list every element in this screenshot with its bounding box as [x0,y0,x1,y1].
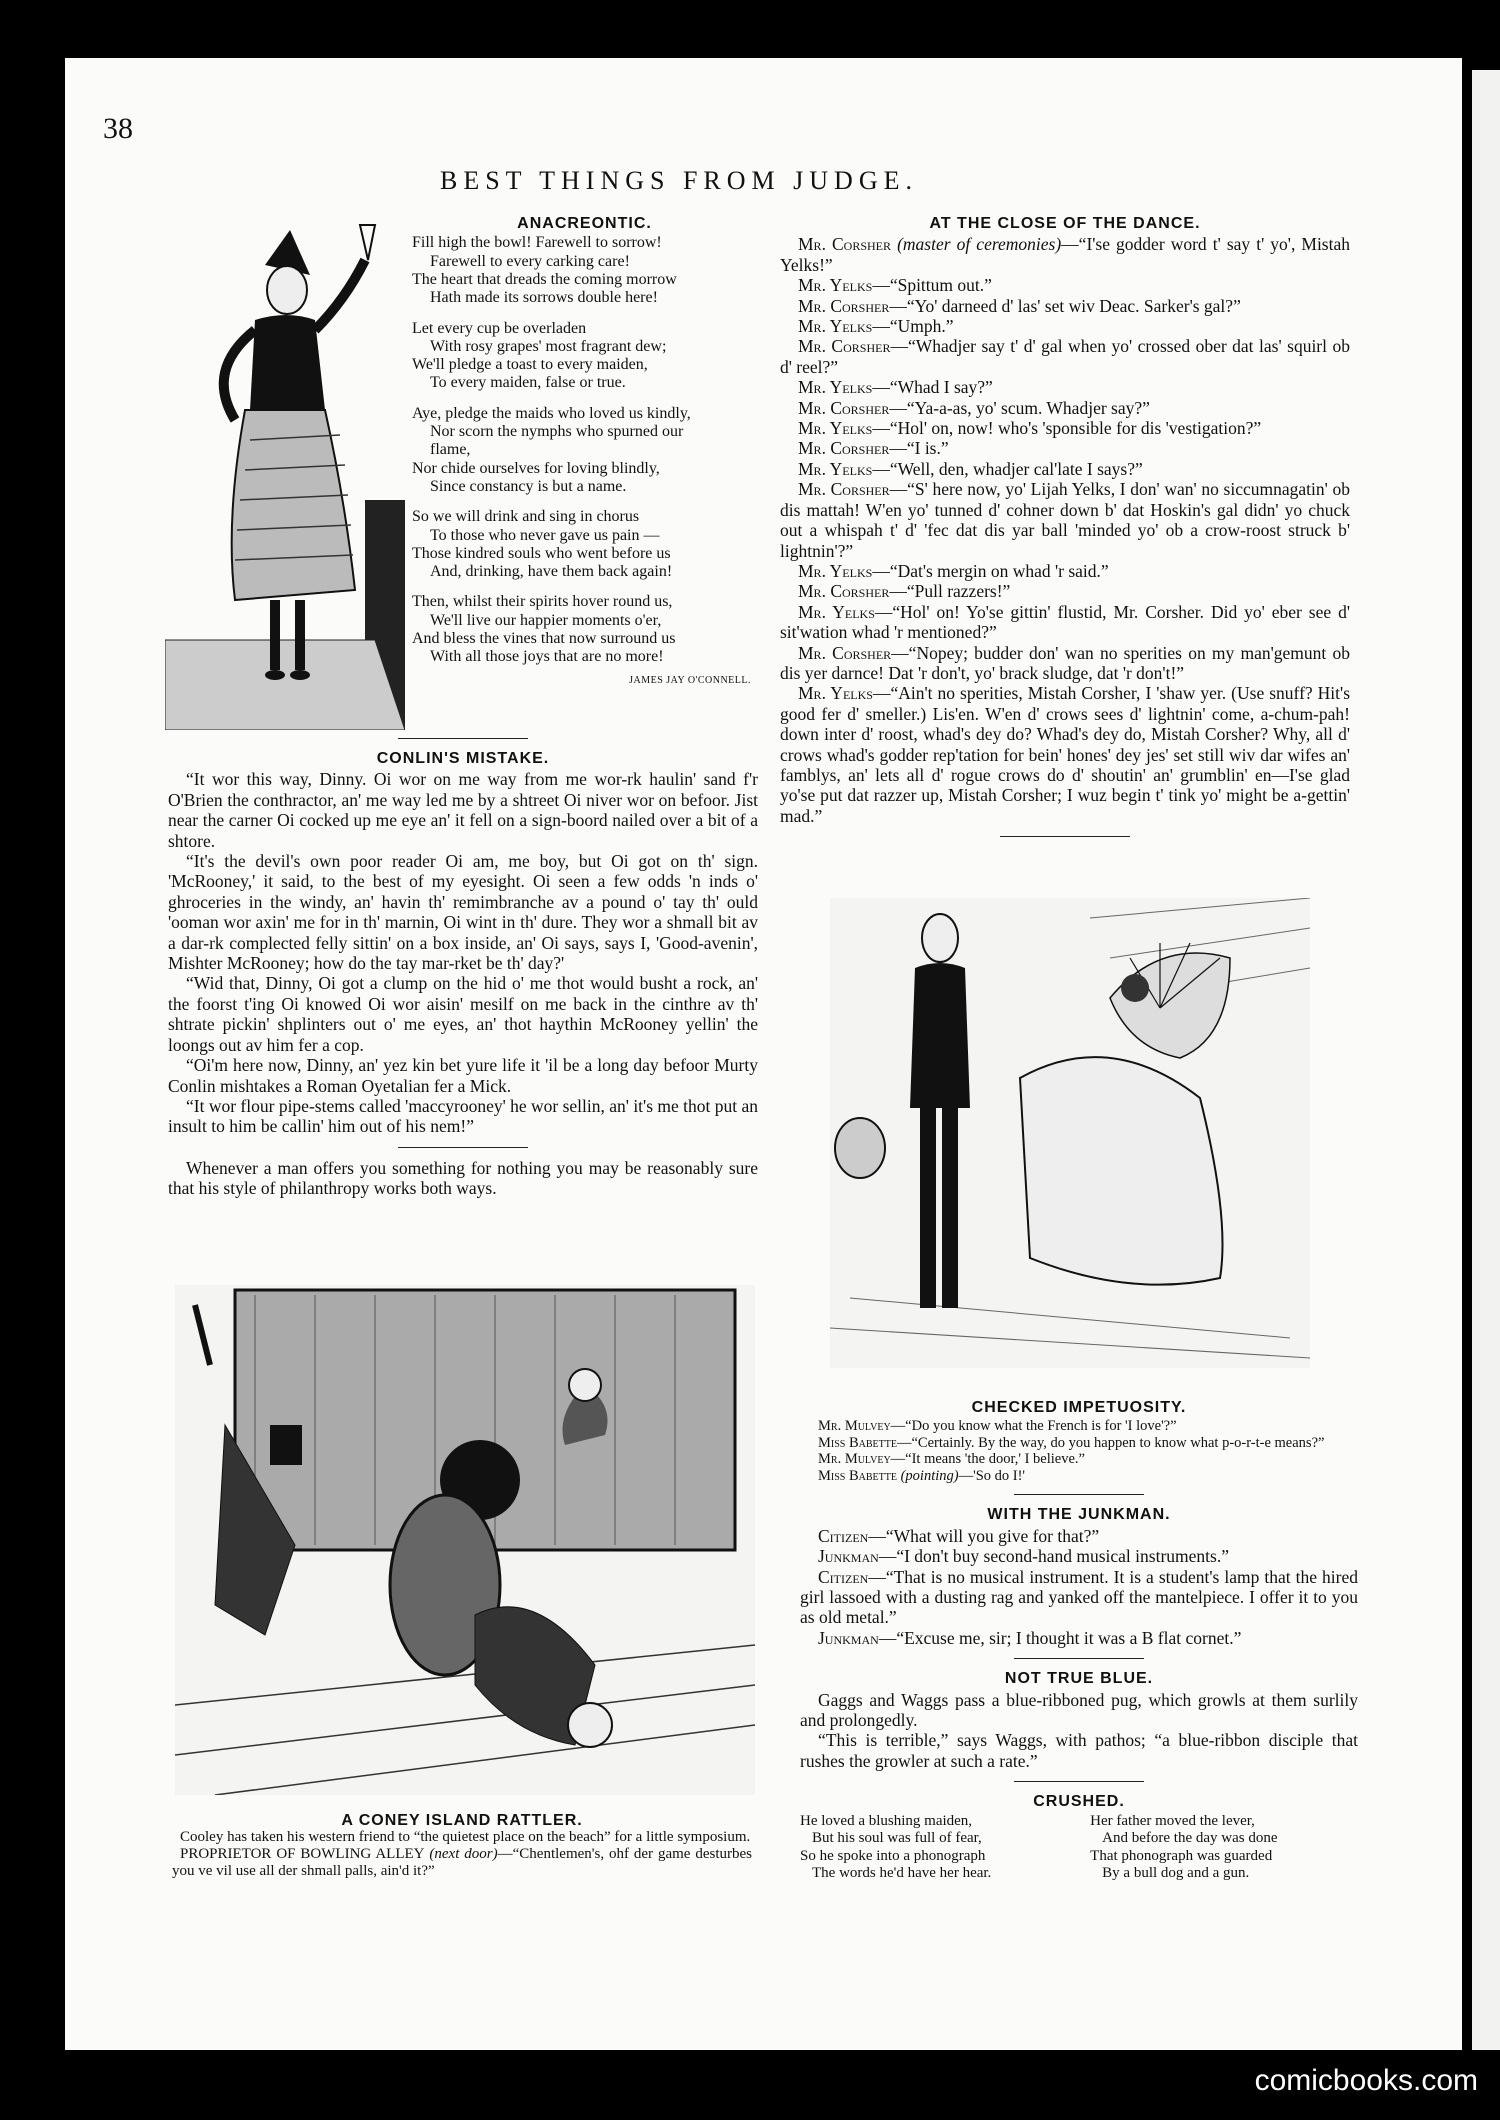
speaker-label: Mr. Yelks [798,560,873,581]
dialogue-text: —“Nopey; budder don' wan no sperities on my man'gemunt ob dis yer darnce! Dat 'r don't, yo' brack sludge, dat 'r don't!” [780,642,1350,683]
poem-line: And before the day was done [1102,1830,1278,1847]
poem-line: To every maiden, false or true. [430,374,626,392]
dialogue-line [800,1435,1358,1452]
caption-title: A CONEY ISLAND RATTLER. [341,1812,583,1829]
dialogue-line [780,398,1350,418]
poem-line: We'll live our happier moments o'er, [430,611,662,629]
speaker-label: Mr. Yelks [798,275,873,296]
speaker-label: Mr. Mulvey [818,1418,891,1435]
poem-line: With rosy grapes' most fragrant dew; [430,337,667,355]
speaker-label: Citizen [818,1566,869,1587]
dialogue-text: —“I don't buy second-hand musical instruments.” [878,1546,1229,1567]
speaker-aside: (next door) [429,1846,498,1862]
article-paragraph: “It wor flour pipe-stems called 'maccyrooney' he wor sellin, an' it's me thot put an insult to him be callin' him out of his nem!” [168,1095,758,1137]
poem-line: He loved a blushing maiden, [800,1812,973,1829]
speaker-label: Junkman [818,1546,879,1567]
watermark: comicbooks.com [1254,2064,1478,2097]
article-paragraph: “It wor this way, Dinny. Oi wor on me way from me wor-rk haulin' sand f'r O'Brien the conthractor, an' me way led me by a shtreet Oi niver wor on befoor. Jist near the carner Oi cocked up me eye an' it fell on a sign-boord nailed over a bit of a shtore. [168,769,758,851]
dialogue-text: —“Yo' darneed d' las' set wiv Deac. Sarker's gal?” [889,295,1241,316]
speaker-label: Mr. Corsher [798,581,890,602]
poem-line: So he spoke into a phonograph [800,1847,986,1864]
article-paragraph: “Wid that, Dinny, Oi got a clump on the hid o' me thot would busht a rock, an' the foorst t'ing Oi knowed Oi wor aisin' mesilf on me back in the cinthre av th' shtrate pickin' shplinters out o' me eyes, an' thot haythin McRooney yellin' the loongs out av him fer a cop. [168,973,758,1055]
dialogue-text: —“That is no musical instrument. It is a student's lamp that the hired girl lassoed with a dusting rag and yanked off the mantelpiece. I offer it to you as old metal.” [800,1566,1358,1628]
speaker-label: Mr. Yelks [798,418,873,439]
dialogue-text: —“Well, den, whadjer cal'late I says?” [872,458,1143,479]
dialogue-line [800,1468,1358,1485]
conlins-mistake-article [168,738,758,1199]
speaker-label: Mr. Corsher [798,397,890,418]
speaker-label: Mr. Yelks [798,683,873,704]
dialogue-line [780,459,1350,479]
speaker-aside: (master of ceremonies) [897,234,1062,255]
dialogue-text: —“Spittum out.” [872,275,992,296]
speaker-aside: (pointing) [900,1467,959,1484]
poem-stanza [412,234,757,307]
dialogue-line [780,561,1350,581]
poem-line: Since constancy is but a name. [430,477,627,495]
section-divider [1014,1658,1144,1659]
poem-line: Then, whilst their spirits hover round us, [412,593,673,611]
speaker-label: Mr. Corsher [798,234,892,255]
speaker-label: Miss Babette [818,1434,897,1451]
dialogue-line [780,438,1350,458]
right-lower-column [800,1398,1358,1883]
dialogue-text: —“Pull razzers!” [889,581,1011,602]
coney-island-caption [172,1812,752,1880]
running-title: BEST THINGS FROM JUDGE. [440,166,918,195]
dialogue-text: —“I'se godder word t' say t' yo', Mistah Yelks!” [780,234,1350,275]
book-spine [1462,58,1472,2050]
speaker-label: Mr. Corsher [798,479,890,500]
speaker-label: Mr. Yelks [798,377,873,398]
poem-line: Let every cup be overladen [412,319,587,337]
dialogue-list [780,234,1350,826]
bowling-alley-illustration [175,1285,755,1795]
poem-line: The heart that dreads the coming morrow [412,271,677,288]
speaker-label: Mr. Corsher [798,642,892,663]
speaker-label: Citizen [818,1525,869,1546]
close-of-dance-article [780,214,1350,847]
speaker-label: Mr. Yelks [798,458,873,479]
speaker-label: Mr. Yelks [798,316,873,337]
dialogue-text: —“Umph.” [872,316,954,337]
speaker-label: Junkman [818,1627,879,1648]
dialogue-text: —“I is.” [889,438,949,459]
section-divider [1014,1781,1144,1782]
dialogue-line [780,418,1350,438]
page-number: 38 [103,112,133,145]
poem-line: The words he'd have her hear. [812,1865,992,1882]
speaker-label: Miss Babette [818,1467,897,1484]
caption-dialogue [172,1846,752,1880]
checked-title: CHECKED IMPETUOSITY. [971,1399,1187,1416]
poem-line: Hath made its sorrows double here! [430,289,658,307]
dialogue-line [800,1418,1358,1435]
dialogue-text: —“Hol' on! Yo'se gittin' flustid, Mr. Corsher. Did yo' eber see d' sit'wation whad 'r mentioned?” [780,601,1350,643]
dialogue-line [780,683,1350,826]
dialogue-text: —“It means 'the door,' I believe.” [890,1451,1085,1468]
article-title: AT THE CLOSE OF THE DANCE. [929,215,1201,232]
speaker-label: Mr. Mulvey [818,1451,891,1468]
section-divider [398,1147,528,1148]
section-divider [1014,1494,1144,1495]
dialogue-text: —“Excuse me, sir; I thought it was a B flat cornet.” [878,1627,1242,1648]
dialogue-text: —“Certainly. By the way, do you happen to know what p-o-r-t-e means?” [896,1434,1325,1451]
poem-line: To those who never gave us pain — [430,526,660,544]
poem-stanza [412,405,757,496]
crushed-title: CRUSHED. [1033,1793,1125,1811]
dialogue-line [780,479,1350,561]
dialogue-text: —“Hol' on, now! who's 'sponsible for dis 'vestigation?” [872,418,1262,439]
dialogue-text: —“What will you give for that?” [868,1525,1100,1546]
dancer-illustration [165,220,405,730]
poem-author: JAMES JAY O'CONNELL. [629,674,751,686]
speaker-label: Mr. Corsher [798,438,890,459]
article-paragraph: “Oi'm here now, Dinny, an' yez kin bet yure life it 'il be a long day befoor Murty Conlin mishtakes a Roman Oyetalian fer a Mick. [168,1055,758,1096]
poem-stanza [800,1813,1068,1883]
dialogue-text: —“Whad I say?” [872,377,993,398]
dialogue-line [780,275,1350,295]
article-paragraph: “It's the devil's own poor reader Oi am, me boy, but Oi got on th' sign. 'McRooney,' it said, to the best of my eyesight. Oi seen a few odds 'n inds o' ghroceries in the windy, an' havin th' remimbranche av a pound o' tay th' ould 'ooman wor axin' me for in th' marnin, Oi wint in th' dure. They wor a shmall bit av a dar-rk complected felly sittin' on a box inside, an' Oi says, says I, 'Good-avenin', Mishter McRooney; how do the tay mar-rket be th' day?' [168,851,758,974]
poem-stanza [412,508,757,581]
dialogue-line [800,1546,1358,1566]
dialogue-text: —“Chentlemen's, ohf der game desturbes you ve vil use all der shmall palls, ain'd it?” [172,1846,753,1879]
poem-line: flame, [430,441,471,459]
junkman-title: WITH THE JUNKMAN. [987,1506,1171,1524]
anacreontic-poem [412,214,757,691]
section-divider [1000,836,1130,837]
dialogue-text: —“Whadjer say t' d' gal when yo' crossed ober dat las' squirl ob d' reel?” [780,336,1350,377]
article-paragraph: Gaggs and Waggs pass a blue-ribboned pug, which growls at them surlily and prolongedly. [800,1689,1358,1731]
dialogue-line [780,581,1350,601]
dialogue-text: —'So do I!' [958,1467,1026,1484]
dialogue-line [780,316,1350,336]
section-divider [398,738,528,739]
drawing-room-illustration [830,898,1310,1368]
dialogue-text: —“Ain't no sperities, Mistah Corsher, I 'shaw yer. (Use snuff? Hit's good fer d' smeller.) Lis'en. W'en d' crows sees d' lightnin' come, a-chum-pah! down inter d' roost, whad's dey do? Whad's dey do, Mistah Corsher? Why, all d' crows whad's godder rep'tation for bein' hones' dey jes' set still wiv dar wifes an' famblys, an' lets all d' rogue crows do d' shoutin' an' grumblin' en—I'se glad yo'se put dat razzer up, Mistah Corsher; I wuz begin t' tink yo' might be a-gettin' mad.” [780,683,1350,826]
dialogue-text: —“Do you know what the French is for 'I love'?” [890,1418,1177,1435]
dialogue-line [780,296,1350,316]
poem-line: With all those joys that are no more! [430,648,664,666]
not-true-blue-title: NOT TRUE BLUE. [1004,1670,1154,1688]
dialogue-line [780,234,1350,275]
poem-line: That phonograph was guarded [1090,1847,1273,1864]
poem-stanza [1090,1813,1358,1883]
dialogue-line [800,1451,1358,1468]
poem-line: And, drinking, have them back again! [430,563,673,581]
article-paragraph: “This is terrible,” says Waggs, with pathos; “a blue-ribbon disciple that rushes the growler at such a rate.” [800,1730,1358,1771]
poem-line: And bless the vines that now surround us [412,630,676,648]
dialogue-list [800,1418,1358,1484]
poem-line: Nor scorn the nymphs who spurned our [430,423,684,441]
poem-line: Those kindred souls who went before us [412,544,671,562]
dialogue-line [780,336,1350,377]
poem-line: We'll pledge a toast to every maiden, [412,356,648,374]
poem-line: Nor chide ourselves for loving blindly, [412,459,660,477]
speaker-label: Mr. Corsher [798,295,890,316]
dialogue-list [800,1526,1358,1648]
poem-title: ANACREONTIC. [517,215,652,232]
poem-stanza [412,320,757,393]
poem-line: Her father moved the lever, [1090,1812,1255,1829]
poem-line: Farewell to every carking care! [430,252,630,270]
dialogue-line [800,1526,1358,1546]
poem-line: By a bull dog and a gun. [1102,1865,1250,1882]
poem-line: Aye, pledge the maids who loved us kindly, [412,404,691,422]
speaker-label: Mr. Corsher [798,336,891,357]
caption-text: Cooley has taken his western friend to “the quietest place on the beach” for a little symposium. [180,1829,751,1845]
facing-page-edge [1472,70,1500,2050]
dialogue-line [780,643,1350,684]
poem-stanza [412,593,757,666]
speaker-label: Mr. Yelks [798,601,875,622]
dialogue-line [780,377,1350,397]
dialogue-text: —“Dat's mergin on whad 'r said.” [872,560,1109,581]
poem-line: So we will drink and sing in chorus [412,508,640,526]
poem-line: But his soul was full of fear, [812,1830,982,1847]
filler-paragraph: Whenever a man offers you something for nothing you may be reasonably sure that his style of philanthropy works both ways. [168,1157,758,1199]
article-title: CONLIN'S MISTAKE. [376,750,550,767]
speaker-label: PROPRIETOR OF BOWLING ALLEY [180,1846,425,1862]
dialogue-line [800,1628,1358,1648]
poem-line: Fill high the bowl! Farewell to sorrow! [412,234,662,252]
dialogue-text: —“S' here now, yo' Lijah Yelks, I don' wan' no siccumnagatin' ob dis mattah! W'en yo' tunned d' cohner down b' dat Hoskin's gal didn' yo chuck out a whispah t' d' 'fec dat dis yar ball 'minded yo' ob a crow-roost struck b' lightnin'?” [780,479,1350,561]
crushed-poem [800,1813,1358,1883]
dialogue-line [780,602,1350,643]
dialogue-text: —“Ya-a-as, yo' scum. Whadjer say?” [889,397,1150,418]
dialogue-line [800,1567,1358,1628]
